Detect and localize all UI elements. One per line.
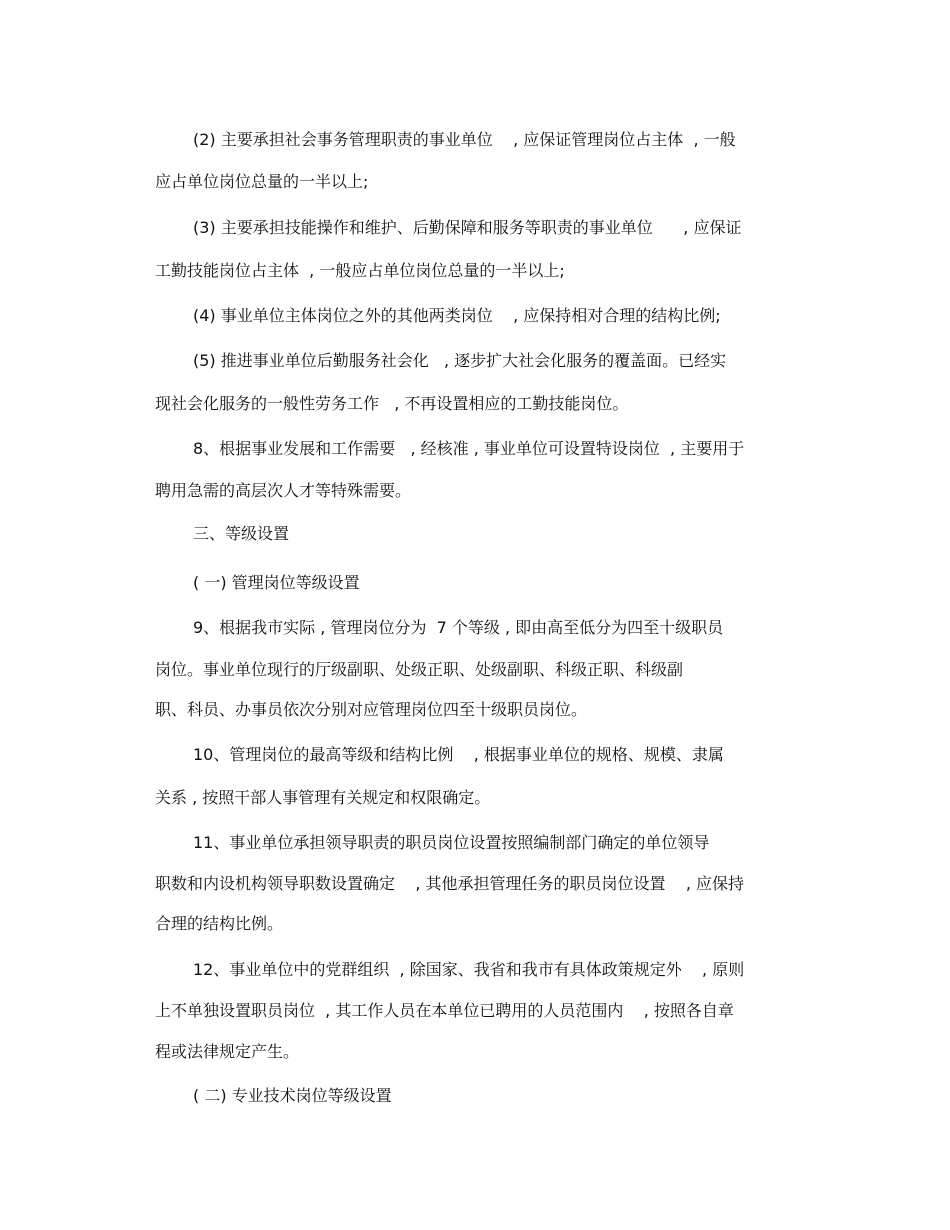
text-line: (5) 推进事业单位后勤服务社会化 , 逐步扩大社会化服务的覆盖面。已经实 <box>193 351 727 370</box>
text-line: 程或法律规定产生。 <box>155 1042 300 1061</box>
text-line: 11、事业单位承担领导职责的职员岗位设置按照编制部门确定的单位领导 <box>193 833 710 852</box>
text-line: 职数和内设机构领导职数设置确定 , 其他承担管理任务的职员岗位设置 , 应保持 <box>155 874 745 893</box>
text-line: 应占单位岗位总量的一半以上; <box>155 172 369 191</box>
text-line: 12、事业单位中的党群组织 , 除国家、我省和我市有具体政策规定外 , 原则 <box>193 960 745 979</box>
text-line: 关系 , 按照干部人事管理有关规定和权限确定。 <box>155 788 491 807</box>
section-heading: 三、等级设置 <box>193 524 290 543</box>
text-line: 8、根据事业发展和工作需要 , 经核准 , 事业单位可设置特设岗位 , 主要用于 <box>193 439 745 458</box>
text-line: 职、科员、办事员依次分别对应管理岗位四至十级职员岗位。 <box>155 700 588 719</box>
subsection-heading: ( 一) 管理岗位等级设置 <box>193 573 360 592</box>
text-line: 合理的结构比例。 <box>155 914 284 933</box>
text-line: 9、根据我市实际 , 管理岗位分为 7 个等级 , 即由高至低分为四至十级职员 <box>193 618 724 637</box>
text-line: (3) 主要承担技能操作和维护、后勤保障和服务等职责的事业单位 , 应保证 <box>193 218 742 237</box>
subsection-heading: ( 二) 专业技术岗位等级设置 <box>193 1086 392 1105</box>
text-line: (2) 主要承担社会事务管理职责的事业单位 , 应保证管理岗位占主体 , 一般 <box>193 130 736 149</box>
text-line: 现社会化服务的一般性劳务工作 , 不再设置相应的工勤技能岗位。 <box>155 394 629 413</box>
text-line: 岗位。事业单位现行的厅级副职、处级正职、处级副职、科级正职、科级副 <box>155 660 684 679</box>
text-line: 工勤技能岗位占主体 , 一般应占单位岗位总量的一半以上; <box>155 261 565 280</box>
text-line: 上不单独设置职员岗位 , 其工作人员在本单位已聘用的人员范围内 , 按照各自章 <box>155 1001 734 1020</box>
text-line: (4) 事业单位主体岗位之外的其他两类岗位 , 应保持相对合理的结构比例; <box>193 306 721 325</box>
text-line: 10、管理岗位的最高等级和结构比例 , 根据事业单位的规格、规模、隶属 <box>193 745 724 764</box>
text-line: 聘用急需的高层次人才等特殊需要。 <box>155 481 412 500</box>
